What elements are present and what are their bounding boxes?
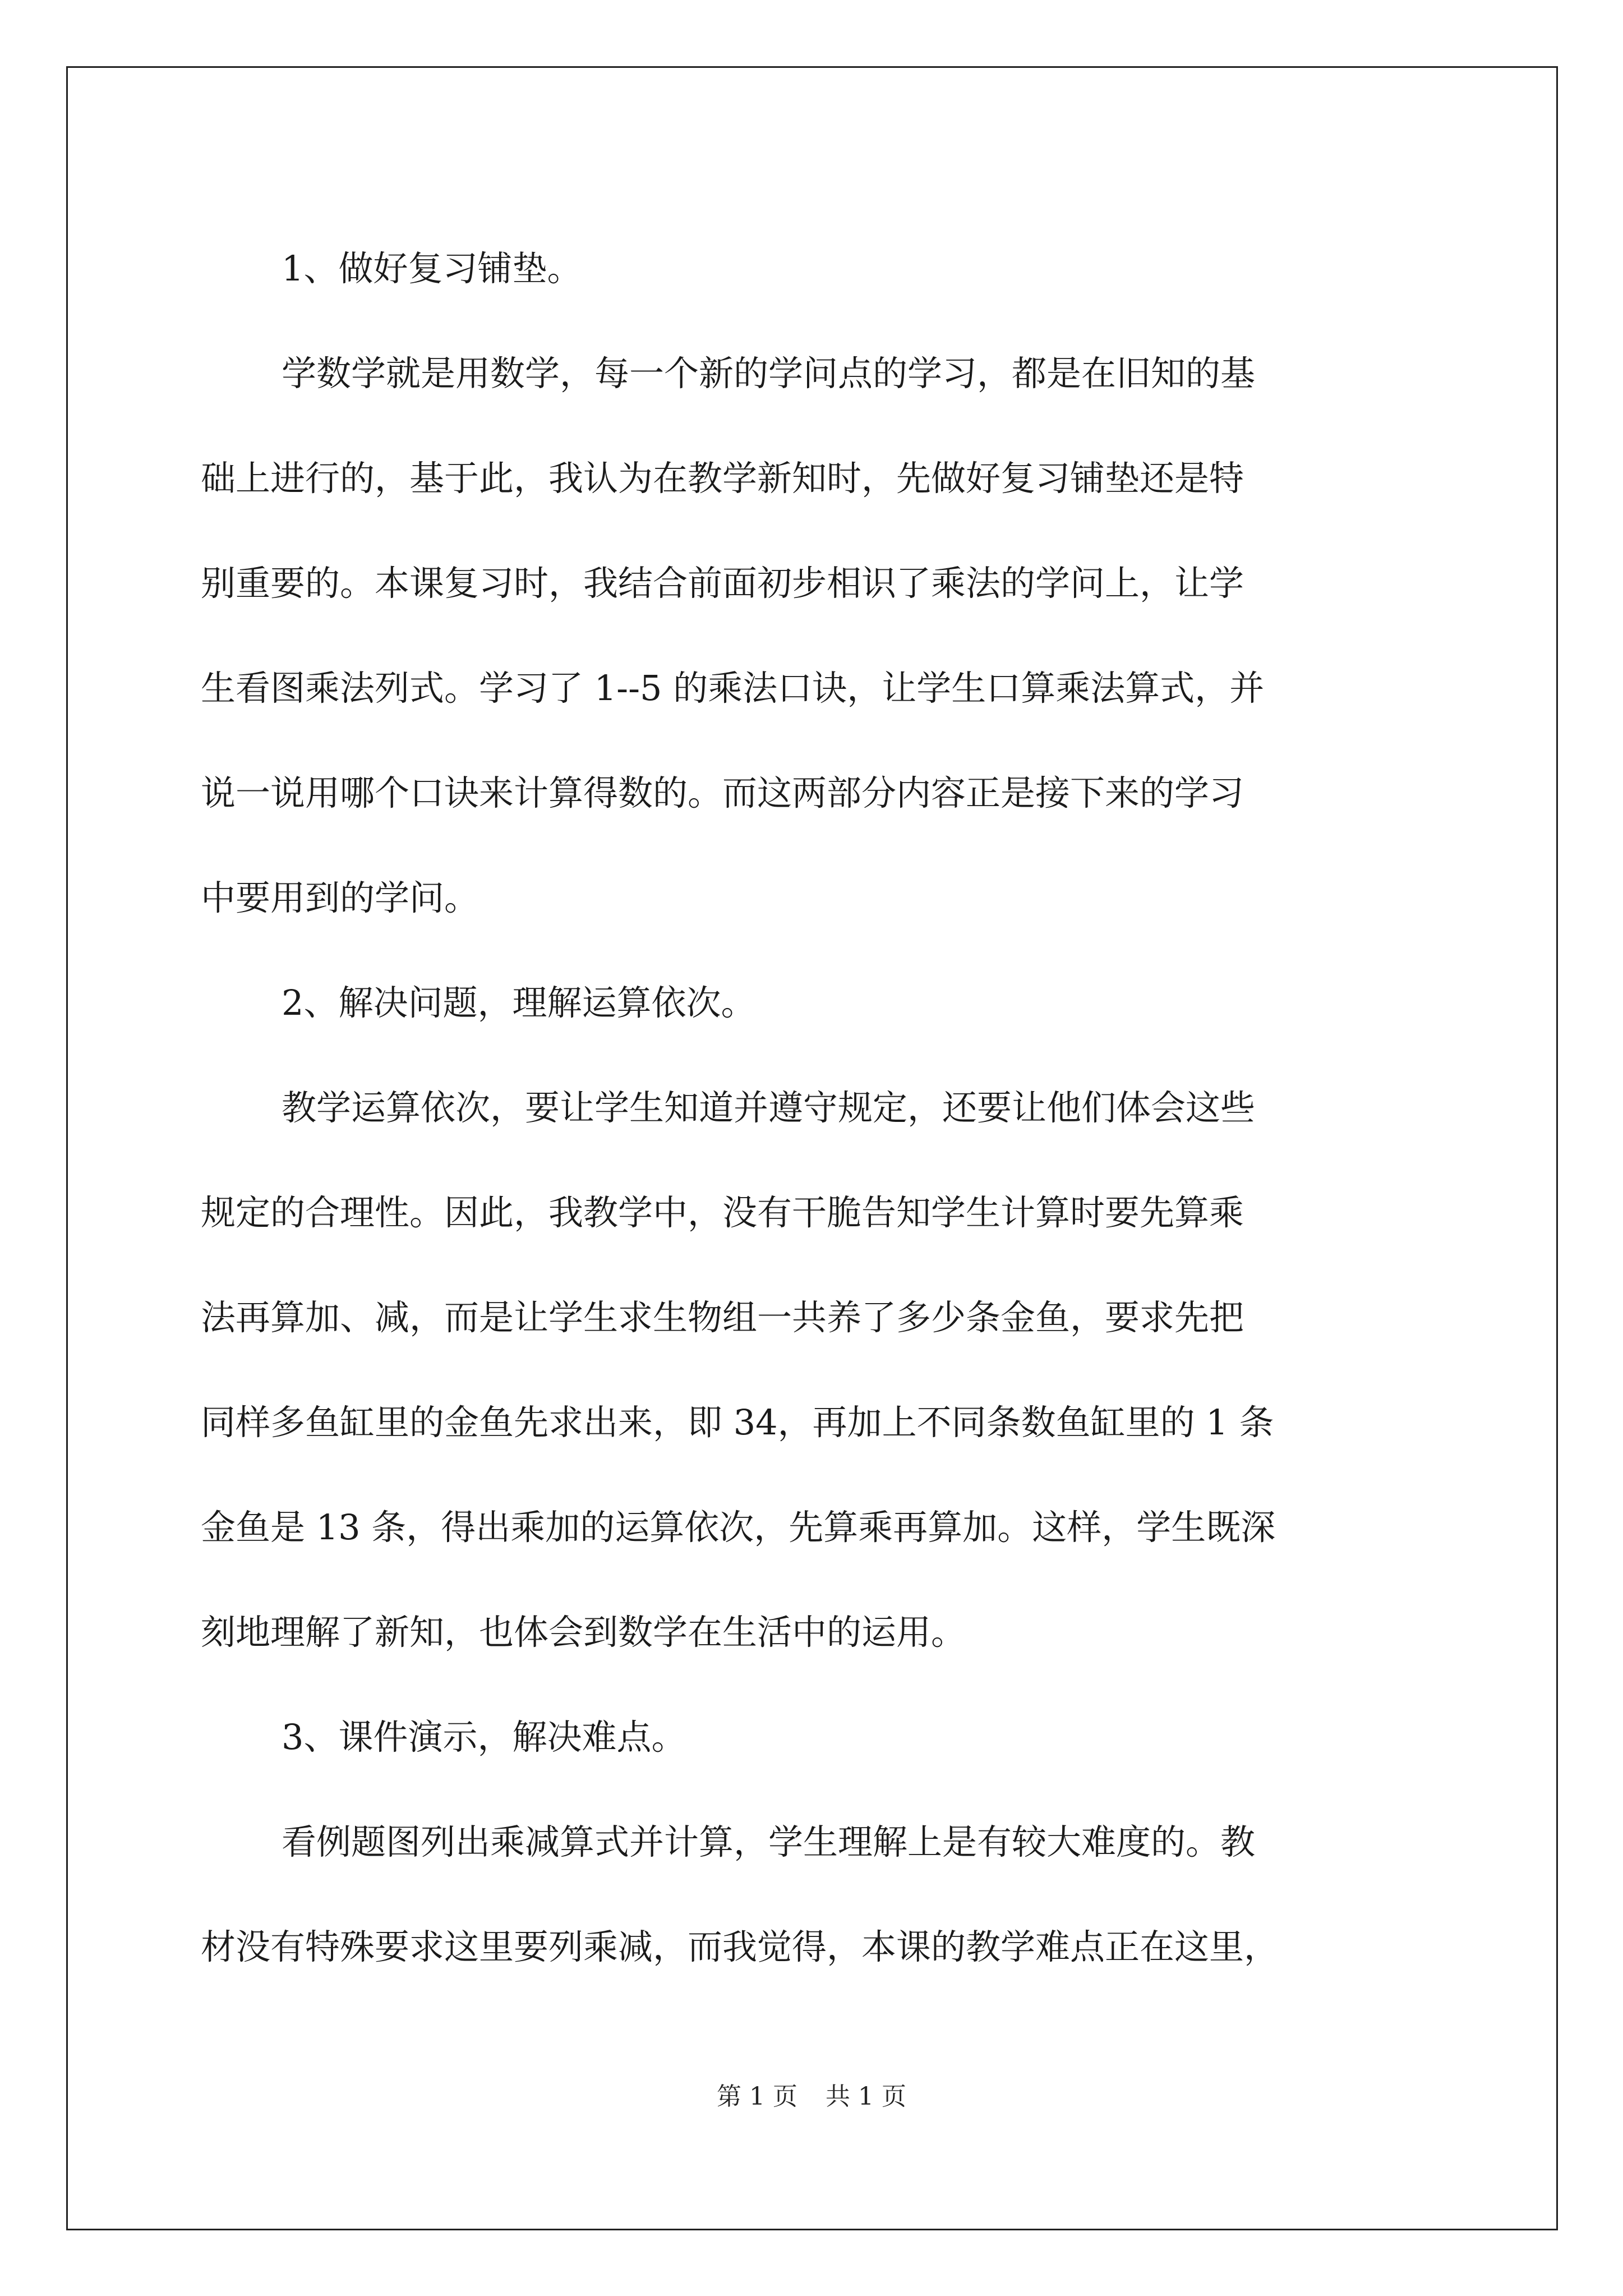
page-number-current: 第 1 页 [717, 2082, 797, 2111]
text-line: 3、课件演示，解决难点。 [282, 1717, 686, 1757]
heading-2 [201, 950, 1423, 1055]
text-line: 础上进行的，基于此，我认为在教学新知时，先做好复习铺垫还是特 [201, 458, 1244, 499]
heading-1 [201, 216, 1423, 321]
text-line: 1、做好复习铺垫。 [282, 248, 582, 289]
text-line: 教学运算依次，要让学生知道并遵守规定，还要让他们体会这些 [282, 1087, 1256, 1128]
paragraph-order [201, 1055, 1423, 1685]
text-line: 2、解决问题，理解运算依次。 [282, 982, 756, 1023]
text-line: 说一说用哪个口诀来计算得数的。而这两部分内容正是接下来的学习 [201, 772, 1244, 813]
heading-3 [201, 1685, 1423, 1789]
text-line: 同样多鱼缸里的金鱼先求出来，即 34，再加上不同条数鱼缸里的 1 条 [201, 1402, 1274, 1443]
text-line: 中要用到的学问。 [201, 877, 479, 918]
text-line: 材没有特殊要求这里要列乘减，而我觉得，本课的教学难点正在这里， [201, 1926, 1279, 1967]
text-line: 规定的合理性。因此，我教学中，没有干脆告知学生计算时要先算乘 [201, 1192, 1244, 1233]
text-line: 金鱼是 13 条，得出乘加的运算依次，先算乘再算加。这样，学生既深 [201, 1507, 1276, 1548]
text-line: 看例题图列出乘减算式并计算，学生理解上是有较大难度的。教 [282, 1821, 1256, 1862]
text-line: 别重要的。本课复习时，我结合前面初步相识了乘法的学问上，让学 [201, 563, 1244, 604]
text-line: 生看图乘法列式。学习了 1--5 的乘法口诀，让学生口算乘法算式，并 [201, 668, 1265, 708]
paragraph-review [201, 321, 1423, 950]
text-line: 学数学就是用数学，每一个新的学问点的学习，都是在旧知的基 [282, 353, 1256, 394]
text-line: 刻地理解了新知，也体会到数学在生活中的运用。 [201, 1612, 966, 1653]
document-body [201, 216, 1423, 1999]
page-footer [0, 2080, 1623, 2114]
paragraph-demo [201, 1789, 1423, 1999]
text-line: 法再算加、减，而是让学生求生物组一共养了多少条金鱼，要求先把 [201, 1297, 1244, 1338]
page-number-total: 共 1 页 [826, 2082, 906, 2111]
